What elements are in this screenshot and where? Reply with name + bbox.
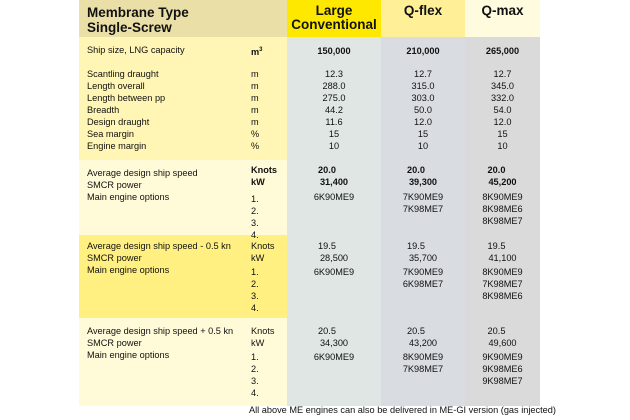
engine-option: 9K90ME9 [482, 352, 523, 362]
option-number: 2. [251, 206, 259, 216]
value-large: 275.0 [322, 93, 346, 103]
power-large: 28,500 [319, 253, 349, 263]
row-label: Design draught [87, 117, 150, 127]
option-number: 2. [251, 279, 259, 289]
power-qflex: 43,200 [408, 338, 438, 348]
engine-option: 8K98ME6 [482, 204, 523, 214]
row-unit: m [251, 117, 259, 127]
value-large: 12.3 [325, 69, 343, 79]
option-number: 3. [251, 291, 259, 301]
engine-option: 8K98ME7 [482, 216, 523, 226]
power-label: SMCR power [87, 180, 142, 190]
ship-size-qmax: 265,000 [485, 46, 520, 56]
value-qflex: 303.0 [411, 93, 435, 103]
engines-label: Main engine options [87, 350, 170, 360]
engine-option: 6K98ME7 [402, 279, 444, 289]
option-number: 1. [251, 352, 259, 362]
power-large: 31,400 [319, 177, 349, 187]
power-qflex: 35,700 [408, 253, 438, 263]
speed-qflex: 20.0 [407, 165, 425, 175]
value-qmax: 15 [497, 129, 508, 139]
power-qmax: 41,100 [488, 253, 517, 263]
power-unit: kW [251, 253, 265, 263]
row-label: Breadth [87, 105, 120, 115]
speed-large: 20.0 [318, 165, 336, 175]
value-qflex: 315.0 [411, 81, 435, 91]
option-number: 3. [251, 218, 259, 228]
speed-label: Average design ship speed + 0.5 kn [87, 326, 234, 336]
engine-option: 7K90ME9 [402, 192, 444, 202]
engine-option: 9K98ME6 [482, 364, 523, 374]
engine-option: 7K90ME9 [402, 267, 444, 277]
value-large: 288.0 [322, 81, 346, 91]
option-number: 3. [251, 376, 259, 386]
row-unit: m [251, 69, 259, 79]
table-title-line1: Membrane Type [87, 5, 189, 20]
option-number: 1. [251, 194, 259, 204]
column-title-q-flex: Q-flex [403, 3, 443, 18]
value-qflex: 10 [417, 141, 429, 151]
row-label: Length overall [87, 81, 145, 91]
value-qflex: 15 [417, 129, 429, 139]
power-large: 34,300 [319, 338, 349, 348]
value-qflex: 50.0 [414, 105, 432, 115]
engines-label: Main engine options [87, 265, 170, 275]
option-number: 4. [251, 388, 259, 398]
row-label: Scantling draught [87, 69, 159, 79]
speed-large: 20.5 [318, 326, 336, 336]
engines-label: Main engine options [87, 192, 170, 202]
value-qflex: 12.0 [414, 117, 432, 127]
speed-label: Average design ship speed - 0.5 kn [87, 241, 231, 251]
speed-qflex: 19.5 [407, 241, 425, 251]
engine-option: 6K90ME9 [313, 192, 355, 202]
table-title-line2: Single-Screw [87, 20, 172, 35]
engine-option: 9K98ME7 [482, 376, 523, 386]
power-qmax: 45,200 [488, 177, 517, 187]
column-title-q-max: Q-max [481, 3, 524, 18]
speed-label: Average design ship speed [87, 168, 198, 178]
ship-size-label: Ship size, LNG capacity [87, 45, 185, 55]
row-unit: m [251, 81, 259, 91]
value-qmax: 12.7 [493, 69, 512, 79]
footnote: All above ME engines can also be delivered in ME-GI version (gas injected) [249, 405, 556, 415]
speed-qmax: 19.5 [487, 241, 506, 251]
value-large: 11.6 [325, 117, 343, 127]
engine-option: 6K90ME9 [313, 352, 355, 362]
row-unit: % [251, 129, 260, 139]
power-label: SMCR power [87, 253, 142, 263]
ship-size-qflex: 210,000 [406, 46, 440, 56]
row-unit: m [251, 105, 259, 115]
option-number: 4. [251, 230, 259, 240]
lng-carrier-spec-table [79, 0, 540, 406]
power-qflex: 39,300 [408, 177, 438, 187]
engine-option: 8K98ME6 [482, 291, 523, 301]
speed-qmax: 20.0 [487, 165, 506, 175]
row-unit: m [251, 93, 259, 103]
column-title-conventional: Conventional [291, 17, 377, 32]
power-unit: kW [251, 338, 265, 348]
power-qmax: 49,600 [488, 338, 517, 348]
speed-unit: Knots [251, 241, 275, 251]
column-title-large: Large [315, 3, 353, 18]
value-large: 15 [328, 129, 340, 139]
value-qmax: 54.0 [493, 105, 512, 115]
engine-option: 7K98ME7 [402, 364, 444, 374]
row-label: Sea margin [87, 129, 134, 139]
speed-qflex: 20.5 [407, 326, 425, 336]
value-qmax: 345.0 [491, 81, 514, 91]
option-number: 1. [251, 267, 259, 277]
value-qflex: 12.7 [414, 69, 432, 79]
engine-option: 8K90ME9 [482, 267, 523, 277]
value-qmax: 12.0 [493, 117, 512, 127]
engine-option: 7K98ME7 [402, 204, 444, 214]
power-label: SMCR power [87, 338, 142, 348]
option-number: 4. [251, 303, 259, 313]
row-label: Engine margin [87, 141, 147, 151]
value-large: 44.2 [325, 105, 343, 115]
speed-qmax: 20.5 [487, 326, 506, 336]
engine-option: 8K90ME9 [482, 192, 523, 202]
engine-option: 8K90ME9 [402, 352, 444, 362]
value-qmax: 332.0 [491, 93, 514, 103]
speed-large: 19.5 [318, 241, 336, 251]
speed-unit: Knots [251, 326, 275, 336]
speed-unit: Knots [251, 165, 278, 175]
ship-size-large: 150,000 [317, 46, 351, 56]
option-number: 2. [251, 364, 259, 374]
engine-option: 7K98ME7 [482, 279, 523, 289]
power-unit: kW [251, 177, 265, 187]
ship-size-unit: $m^3$ [251, 47, 263, 58]
value-qmax: 10 [497, 141, 508, 151]
row-unit: % [251, 141, 260, 151]
row-label: Length between pp [87, 93, 166, 103]
engine-option: 6K90ME9 [313, 267, 355, 277]
value-large: 10 [328, 141, 340, 151]
